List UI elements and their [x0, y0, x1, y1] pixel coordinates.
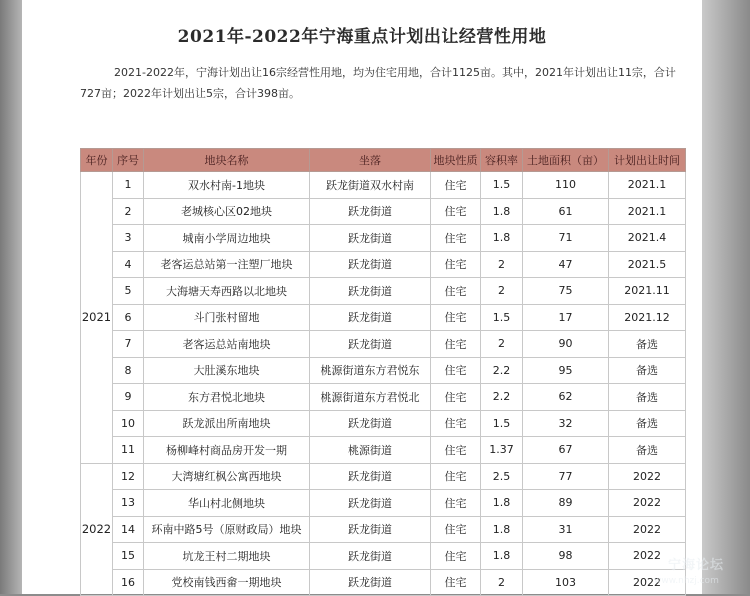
location-cell: 跃龙街道	[310, 331, 431, 358]
document-page	[22, 0, 725, 594]
table-row	[81, 569, 686, 596]
right-page-shadow	[702, 0, 750, 594]
table-row	[81, 304, 686, 331]
plot-ratio-cell: 1.8	[481, 225, 523, 252]
plot-ratio-cell: 1.5	[481, 304, 523, 331]
plot-name-cell: 斗门张村留地	[144, 304, 310, 331]
plot-name-cell: 大海塘天寿西路以北地块	[144, 278, 310, 305]
plot-name-cell: 跃龙派出所南地块	[144, 410, 310, 437]
area-cell: 110	[523, 172, 609, 199]
transfer-time-cell: 备选	[609, 410, 686, 437]
transfer-time-cell: 2021.11	[609, 278, 686, 305]
land-use-cell: 住宅	[431, 569, 481, 596]
watermark-text: 宁海论坛	[668, 558, 725, 573]
table-row	[81, 463, 686, 490]
table-row	[81, 384, 686, 411]
intro-paragraph: 2021-2022年，宁海计划出让16宗经营性用地，均为住宅用地，合计1125亩。其中，2021年计划出让11宗，合计727亩；2022年计划出让5宗，合计398亩。	[80, 66, 676, 100]
area-cell: 89	[523, 490, 609, 517]
area-cell: 31	[523, 516, 609, 543]
location-cell: 跃龙街道	[310, 198, 431, 225]
plot-ratio-cell: 2	[481, 331, 523, 358]
index-cell: 13	[113, 490, 144, 517]
index-cell: 16	[113, 569, 144, 596]
table-row	[81, 278, 686, 305]
plot-ratio-cell: 2	[481, 278, 523, 305]
plot-ratio-cell: 2	[481, 569, 523, 596]
location-cell: 跃龙街道	[310, 251, 431, 278]
land-use-cell: 住宅	[431, 225, 481, 252]
land-use-cell: 住宅	[431, 357, 481, 384]
location-cell: 跃龙街道	[310, 304, 431, 331]
location-cell: 跃龙街道	[310, 490, 431, 517]
transfer-time-cell: 备选	[609, 437, 686, 464]
plot-name-cell: 杨柳峰村商品房开发一期	[144, 437, 310, 464]
transfer-time-cell: 2021.1	[609, 198, 686, 225]
header-index: 序号	[113, 149, 144, 172]
land-use-cell: 住宅	[431, 543, 481, 570]
land-use-cell: 住宅	[431, 198, 481, 225]
watermark-url: www.nhzj.com	[654, 576, 719, 586]
plot-name-cell: 老客运总站第一注塑厂地块	[144, 251, 310, 278]
transfer-time-cell: 2022	[609, 463, 686, 490]
left-page-shadow	[0, 0, 22, 594]
land-use-cell: 住宅	[431, 304, 481, 331]
land-use-cell: 住宅	[431, 490, 481, 517]
land-use-cell: 住宅	[431, 384, 481, 411]
land-use-cell: 住宅	[431, 437, 481, 464]
transfer-time-cell: 2022	[609, 516, 686, 543]
plot-ratio-cell: 1.37	[481, 437, 523, 464]
land-use-cell: 住宅	[431, 278, 481, 305]
index-cell: 11	[113, 437, 144, 464]
transfer-time-cell: 2022	[609, 569, 686, 596]
plot-name-cell: 双水村南-1地块	[144, 172, 310, 199]
table-row	[81, 410, 686, 437]
location-cell: 跃龙街道	[310, 278, 431, 305]
plot-name-cell: 大湾塘红枫公寓西地块	[144, 463, 310, 490]
transfer-time-cell: 备选	[609, 331, 686, 358]
land-use-cell: 住宅	[431, 331, 481, 358]
location-cell: 跃龙街道	[310, 516, 431, 543]
area-cell: 71	[523, 225, 609, 252]
index-cell: 2	[113, 198, 144, 225]
plot-name-cell: 坑龙王村二期地块	[144, 543, 310, 570]
index-cell: 14	[113, 516, 144, 543]
location-cell: 跃龙街道	[310, 463, 431, 490]
page-title: 2021年-2022年宁海重点计划出让经营性用地	[177, 27, 547, 47]
table-row	[81, 543, 686, 570]
year-cell: 2022	[81, 463, 113, 596]
plot-ratio-cell: 2.2	[481, 357, 523, 384]
area-cell: 32	[523, 410, 609, 437]
plot-name-cell: 大肚溪东地块	[144, 357, 310, 384]
index-cell: 5	[113, 278, 144, 305]
index-cell: 1	[113, 172, 144, 199]
plot-ratio-cell: 1.8	[481, 516, 523, 543]
index-cell: 12	[113, 463, 144, 490]
index-cell: 4	[113, 251, 144, 278]
table-row	[81, 172, 686, 199]
plot-ratio-cell: 1.8	[481, 198, 523, 225]
plot-ratio-cell: 1.8	[481, 490, 523, 517]
plot-name-cell: 华山村北侧地块	[144, 490, 310, 517]
index-cell: 9	[113, 384, 144, 411]
location-cell: 桃源街道东方君悦东	[310, 357, 431, 384]
transfer-time-cell: 2021.12	[609, 304, 686, 331]
plot-name-cell: 老城核心区02地块	[144, 198, 310, 225]
area-cell: 75	[523, 278, 609, 305]
area-cell: 90	[523, 331, 609, 358]
plot-name-cell: 党校南钱西畲一期地块	[144, 569, 310, 596]
header-land-use: 地块性质	[431, 149, 481, 172]
header-transfer-time: 计划出让时间	[609, 149, 686, 172]
location-cell: 跃龙街道	[310, 569, 431, 596]
location-cell: 桃源街道东方君悦北	[310, 384, 431, 411]
location-cell: 跃龙街道	[310, 410, 431, 437]
location-cell: 跃龙街道	[310, 543, 431, 570]
area-cell: 95	[523, 357, 609, 384]
plot-ratio-cell: 1.8	[481, 543, 523, 570]
plot-ratio-cell: 2	[481, 251, 523, 278]
area-cell: 67	[523, 437, 609, 464]
table-row	[81, 225, 686, 252]
index-cell: 15	[113, 543, 144, 570]
table-row	[81, 198, 686, 225]
index-cell: 3	[113, 225, 144, 252]
table-row	[81, 490, 686, 517]
table-row	[81, 251, 686, 278]
area-cell: 62	[523, 384, 609, 411]
plot-name-cell: 老客运总站南地块	[144, 331, 310, 358]
transfer-time-cell: 备选	[609, 357, 686, 384]
transfer-time-cell: 2021.1	[609, 172, 686, 199]
table-row	[81, 437, 686, 464]
location-cell: 桃源街道	[310, 437, 431, 464]
area-cell: 17	[523, 304, 609, 331]
plot-ratio-cell: 2.2	[481, 384, 523, 411]
location-cell: 跃龙街道	[310, 225, 431, 252]
land-use-cell: 住宅	[431, 251, 481, 278]
header-plot-ratio: 容积率	[481, 149, 523, 172]
area-cell: 61	[523, 198, 609, 225]
index-cell: 10	[113, 410, 144, 437]
transfer-time-cell: 备选	[609, 384, 686, 411]
land-use-cell: 住宅	[431, 516, 481, 543]
plot-ratio-cell: 1.5	[481, 410, 523, 437]
index-cell: 6	[113, 304, 144, 331]
header-plot-name: 地块名称	[144, 149, 310, 172]
header-location: 坐落	[310, 149, 431, 172]
area-cell: 77	[523, 463, 609, 490]
plot-name-cell: 城南小学周边地块	[144, 225, 310, 252]
area-cell: 98	[523, 543, 609, 570]
transfer-time-cell: 2022	[609, 490, 686, 517]
table-header-row	[81, 149, 686, 172]
location-cell: 跃龙街道双水村南	[310, 172, 431, 199]
plot-name-cell: 东方君悦北地块	[144, 384, 310, 411]
land-plan-table	[80, 148, 686, 596]
area-cell: 103	[523, 569, 609, 596]
land-use-cell: 住宅	[431, 410, 481, 437]
header-area: 土地面积（亩）	[523, 149, 609, 172]
transfer-time-cell: 2022	[609, 543, 686, 570]
index-cell: 7	[113, 331, 144, 358]
land-use-cell: 住宅	[431, 463, 481, 490]
plot-name-cell: 环南中路5号（原财政局）地块	[144, 516, 310, 543]
table-row	[81, 516, 686, 543]
transfer-time-cell: 2021.4	[609, 225, 686, 252]
area-cell: 47	[523, 251, 609, 278]
table-row	[81, 357, 686, 384]
forum-watermark	[642, 548, 750, 594]
table-row	[81, 331, 686, 358]
index-cell: 8	[113, 357, 144, 384]
transfer-time-cell: 2021.5	[609, 251, 686, 278]
plot-ratio-cell: 2.5	[481, 463, 523, 490]
land-use-cell: 住宅	[431, 172, 481, 199]
year-cell: 2021	[81, 172, 113, 464]
header-year: 年份	[81, 149, 113, 172]
plot-ratio-cell: 1.5	[481, 172, 523, 199]
